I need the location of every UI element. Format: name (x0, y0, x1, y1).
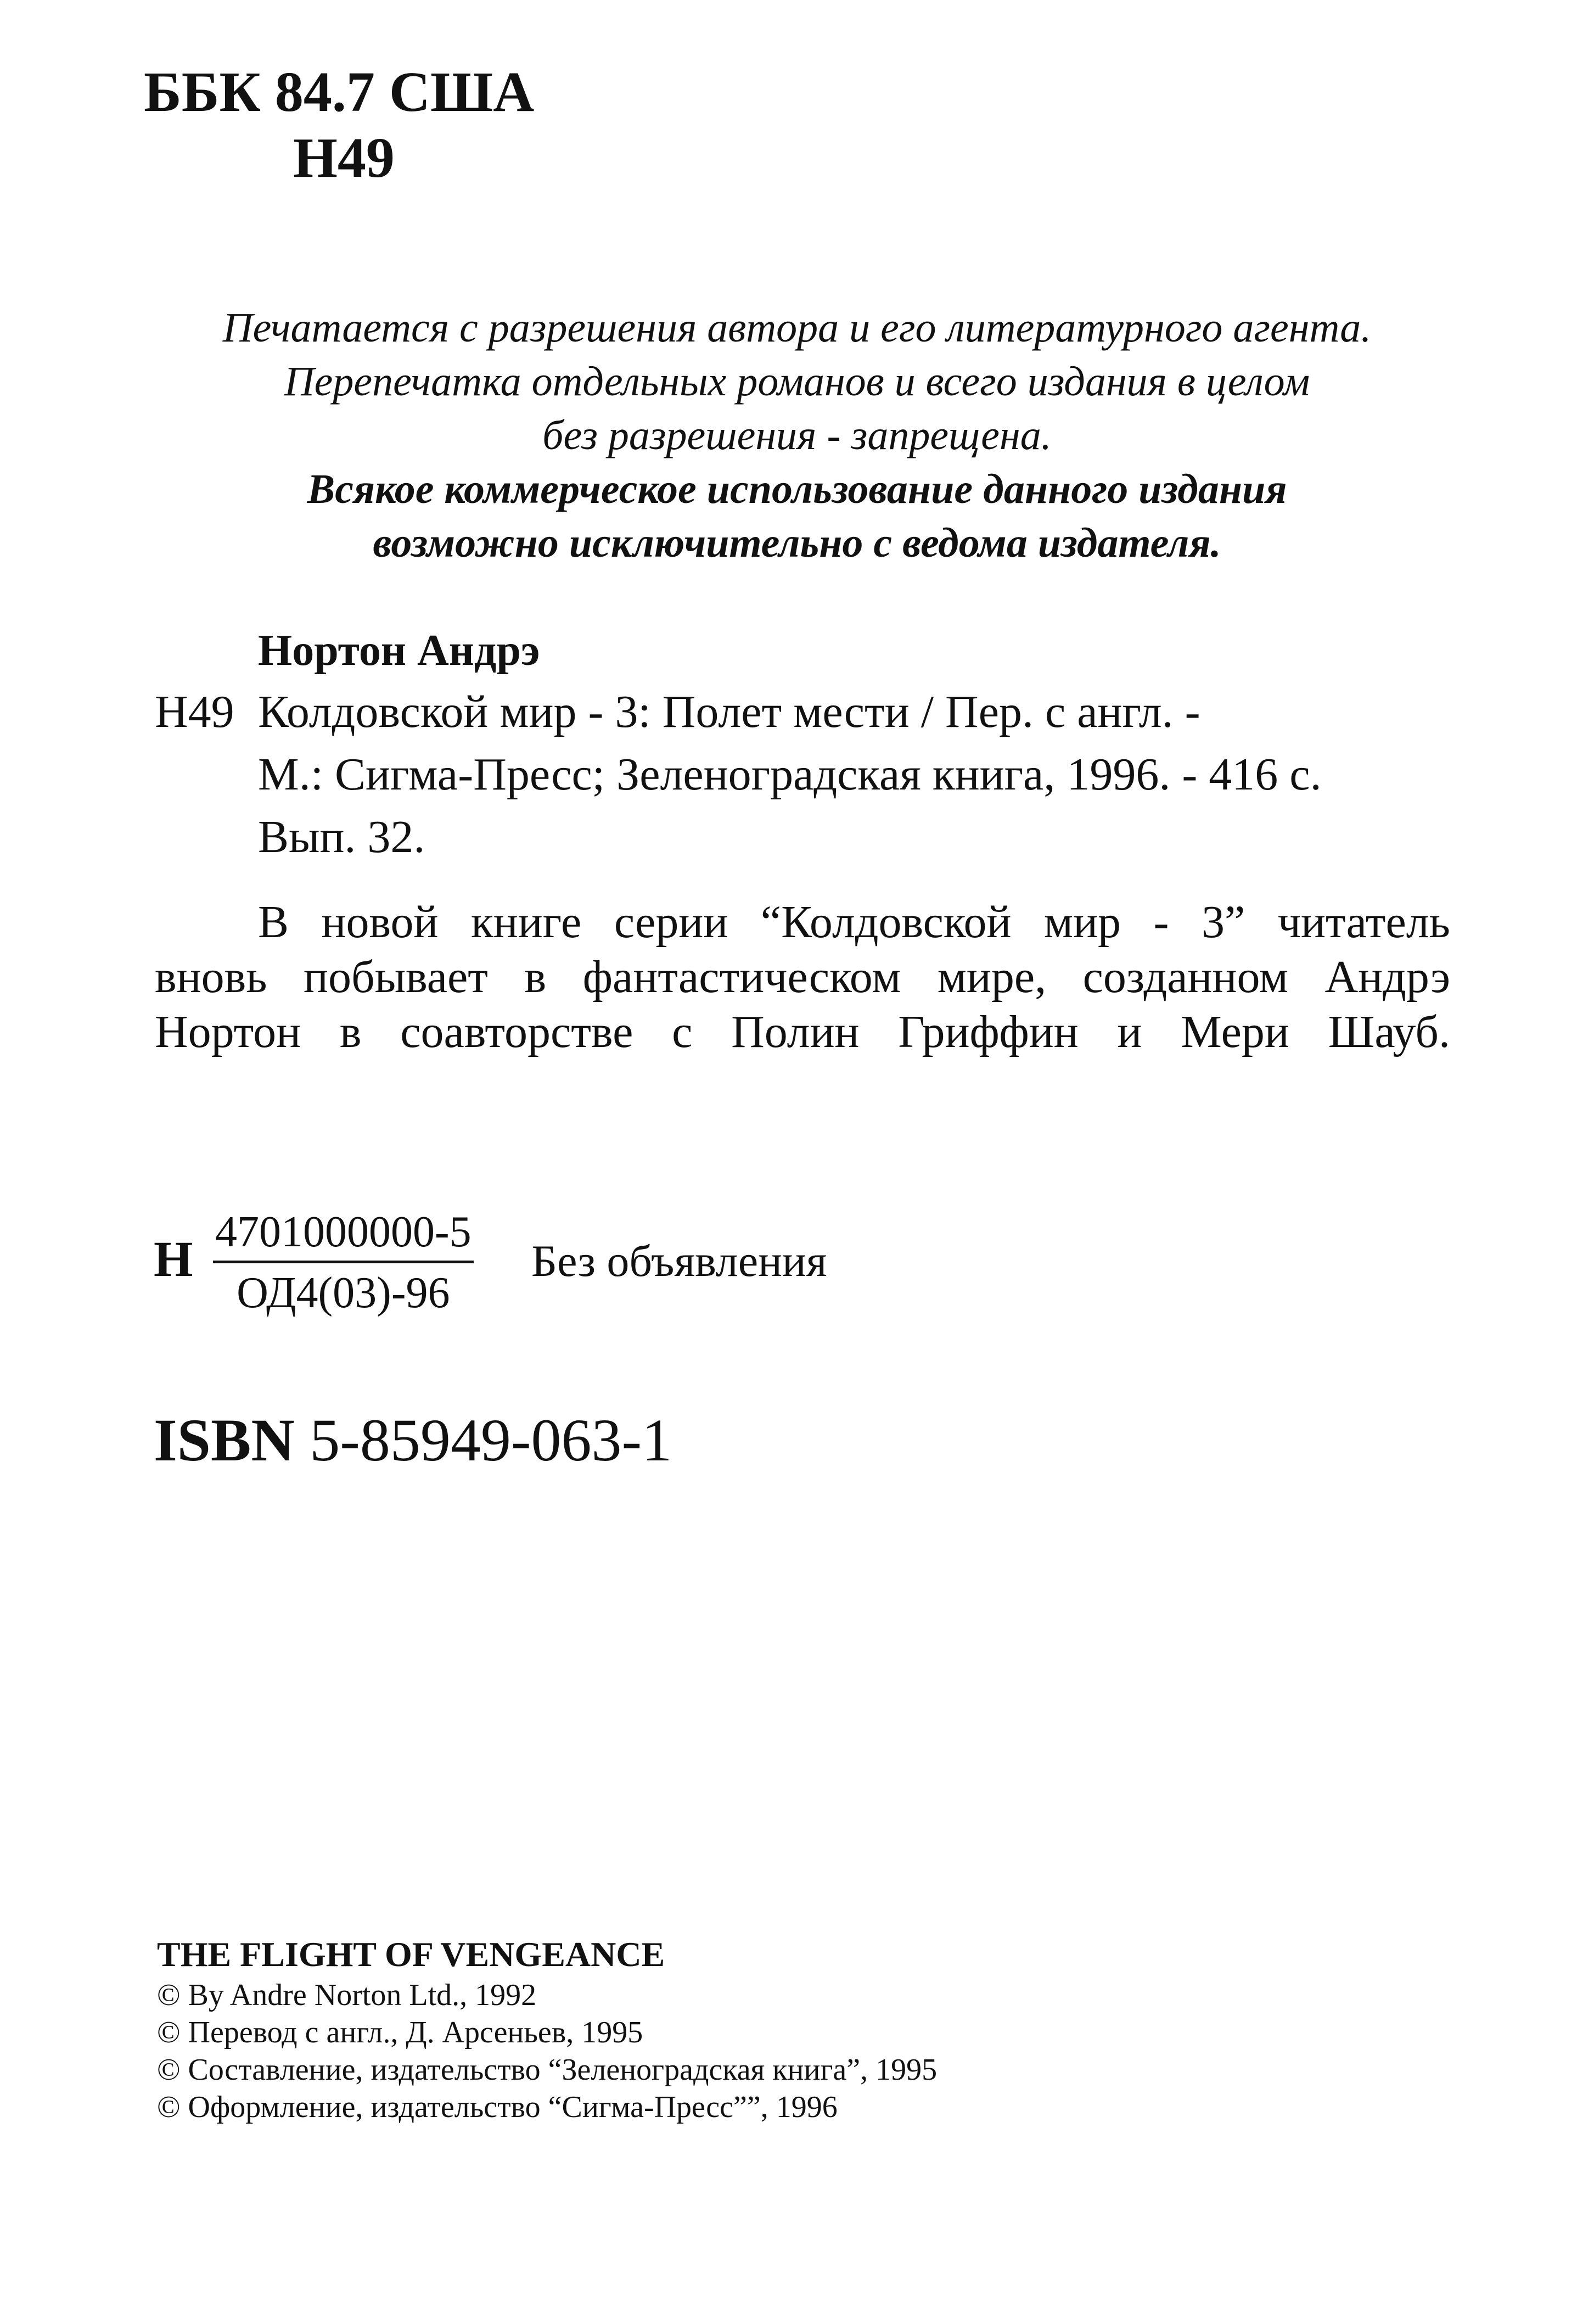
bbk-author-code: Н49 (293, 126, 395, 189)
annotation-line: В новой книге серии “Колдовской мир - 3” читатель (258, 897, 1450, 948)
annotation-line: вновь побывает в фантастическом мире, созданном Андрэ (155, 951, 1450, 1003)
index-note: Без объявления (531, 1236, 827, 1286)
isbn-value: 5-85949-063-1 (310, 1407, 672, 1474)
index-fraction (213, 1206, 474, 1319)
notice-line: Перепечатка отдельных романов и всего издания в целом (284, 359, 1310, 405)
index-denominator: ОД4(03)-96 (237, 1269, 450, 1317)
index-numerator: 4701000000-5 (213, 1206, 474, 1263)
notice-line: Печатается с разрешения автора и его литературного агента. (222, 305, 1372, 351)
copyright-line: © Оформление, издательство “Сигма-Пресс””, 1996 (157, 2090, 838, 2124)
notice-bold-line: возможно исключительно с ведома издателя. (373, 520, 1221, 566)
copyright-line: © By Andre Norton Ltd., 1992 (157, 1978, 537, 2012)
original-title: THE FLIGHT OF VENGEANCE (157, 1935, 665, 1974)
annotation-line: Нортон в соавторстве с Полин Гриффин и Мери Шауб. (155, 1006, 1450, 1057)
entry-author: Нортон Андрэ (258, 626, 540, 675)
bibliographic-entry (258, 681, 1322, 869)
copyright-block (157, 1933, 937, 2126)
isbn (154, 1405, 672, 1475)
index-letter: Н (154, 1231, 193, 1287)
notice-bold-line: Всякое коммерческое использование данного издания (307, 466, 1287, 512)
notice-line: без разрешения - запрещена. (542, 412, 1052, 458)
entry-line: Колдовской мир - 3: Полет мести / Пер. с англ. - (258, 686, 1200, 737)
copyright-line: © Перевод с англ., Д. Арсеньев, 1995 (157, 2015, 643, 2049)
isbn-label: ISBN (154, 1407, 295, 1474)
reprint-notice (0, 301, 1594, 570)
copyright-line: © Составление, издательство “Зеленоградская книга”, 1995 (157, 2053, 938, 2087)
annotation (155, 895, 1450, 1060)
bbk-code: ББК 84.7 США (144, 60, 535, 124)
bbk-classification (144, 59, 534, 191)
entry-code: Н49 (155, 686, 234, 737)
entry-line: Вып. 32. (258, 811, 425, 863)
entry-line: М.: Сигма-Пресс; Зеленоградская книга, 1996. - 416 с. (258, 749, 1322, 800)
